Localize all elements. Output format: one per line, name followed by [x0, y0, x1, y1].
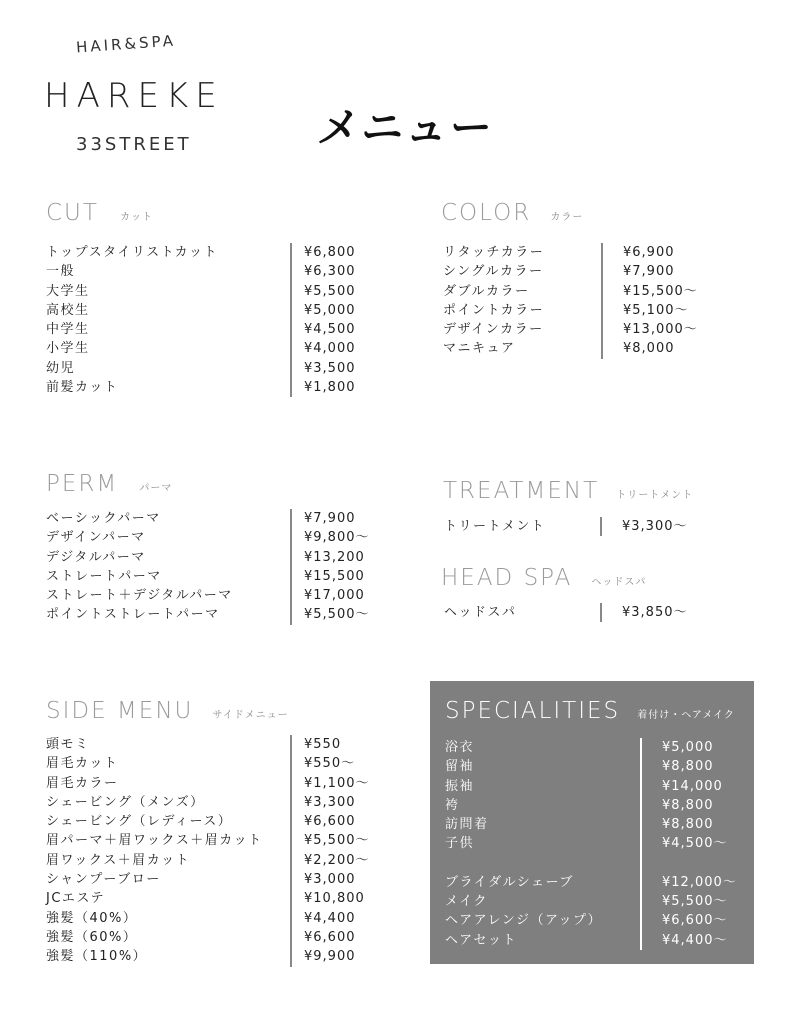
- menu-item-price: ¥4,500〜: [662, 836, 728, 852]
- side-menu-title: SIDE MENU: [46, 698, 194, 724]
- specialities-panel: [430, 681, 754, 964]
- menu-item-name: ストレートパーマ: [46, 568, 162, 584]
- cut-list: [46, 243, 356, 397]
- menu-item-price: ¥1,800: [304, 380, 356, 396]
- treatment-names: [444, 517, 600, 536]
- cut-subtitle: カット: [120, 212, 153, 223]
- menu-item-price: ¥3,300: [304, 794, 356, 810]
- cut-prices: [304, 243, 356, 397]
- menu-item-name: 前髪カット: [46, 380, 119, 396]
- headspa-subtitle: ヘッドスパ: [591, 577, 647, 588]
- menu-item-price: ¥550〜: [304, 756, 356, 772]
- menu-item-name: シェービング（レディース）: [46, 814, 233, 830]
- side-menu-header: [46, 698, 289, 724]
- perm-title: PERM: [46, 471, 119, 497]
- menu-item-name: 一般: [46, 264, 76, 280]
- menu-item-price: ¥5,100〜: [623, 302, 689, 318]
- menu-item-price: ¥9,800〜: [304, 530, 370, 546]
- menu-item-name: 留袖: [445, 759, 475, 775]
- menu-item-price: ¥8,800: [662, 759, 714, 775]
- menu-item-price: ¥5,500〜: [662, 894, 728, 910]
- menu-item-price: ¥15,500: [304, 568, 365, 584]
- divider: [290, 243, 292, 397]
- menu-item-name: 大学生: [46, 283, 90, 299]
- menu-item-price: ¥17,000: [304, 588, 365, 604]
- menu-item-price: ¥2,200〜: [304, 852, 370, 868]
- menu-item-name: 眉毛カット: [46, 756, 119, 772]
- menu-item-name: デジタルパーマ: [46, 549, 146, 565]
- menu-item-price: ¥5,500〜: [304, 607, 370, 623]
- menu-item-name: 強髪（40%）: [46, 910, 138, 926]
- menu-item-price: ¥5,500: [304, 283, 356, 299]
- menu-item-price: ¥4,400〜: [662, 932, 728, 948]
- menu-item-name: 高校生: [46, 302, 90, 318]
- menu-item-name: ポイントストレートパーマ: [46, 607, 220, 623]
- specialities-names: [445, 738, 640, 950]
- treatment-subtitle: トリートメント: [616, 490, 694, 501]
- menu-item-price: ¥5,000: [304, 302, 356, 318]
- menu-item-price: ¥3,300〜: [622, 519, 688, 534]
- treatment-list: [444, 517, 688, 536]
- headspa-names: [444, 603, 600, 622]
- menu-item-name: メイク: [445, 894, 488, 910]
- specialities-list: [445, 738, 737, 950]
- menu-item-name: シェービング（メンズ）: [46, 794, 205, 810]
- perm-names: [46, 509, 290, 625]
- cut-title: CUT: [46, 200, 99, 226]
- menu-item-price: ¥1,100〜: [304, 775, 370, 791]
- headspa-list: [444, 603, 688, 622]
- menu-item-price: ¥8,800: [662, 817, 714, 833]
- menu-item-price: ¥8,800: [662, 797, 714, 813]
- menu-item-price: ¥12,000〜: [662, 874, 737, 890]
- perm-header: [46, 471, 172, 497]
- menu-item-price: ¥5,500〜: [304, 833, 370, 849]
- color-subtitle: カラー: [550, 212, 584, 223]
- menu-item-price: ¥9,900: [304, 949, 356, 965]
- menu-item-price: ¥4,400: [304, 910, 356, 926]
- treatment-header: [443, 478, 693, 504]
- side-menu-names: [46, 735, 290, 967]
- menu-item-name: ヘッドスパ: [444, 605, 517, 620]
- divider: [601, 243, 603, 359]
- menu-item-name: トリートメント: [444, 519, 546, 534]
- divider: [290, 509, 292, 625]
- menu-item-name: ヘアアレンジ（アップ）: [445, 913, 603, 929]
- headspa-header: [441, 565, 646, 591]
- menu-item-name: デザインカラー: [443, 322, 544, 338]
- menu-item-name: 中学生: [46, 322, 90, 338]
- menu-item-name: 訪問着: [445, 817, 489, 833]
- divider: [290, 735, 292, 967]
- divider: [640, 738, 642, 950]
- menu-item-name: 袴: [445, 797, 460, 813]
- menu-item-name: 小学生: [46, 341, 90, 357]
- menu-item-name: ブライダルシェーブ: [445, 874, 574, 890]
- menu-item-name: リタッチカラー: [443, 245, 545, 260]
- menu-item-name: 幼児: [46, 360, 76, 376]
- menu-item-price: ¥7,900: [623, 264, 675, 280]
- perm-list: [46, 509, 370, 625]
- side-menu-subtitle: サイドメニュー: [212, 710, 289, 721]
- color-names: [443, 243, 601, 359]
- menu-item-price: ¥13,000〜: [623, 322, 698, 338]
- menu-item-price: ¥6,600〜: [662, 913, 728, 929]
- divider: [600, 603, 602, 622]
- menu-item-name: ダブルカラー: [443, 283, 530, 299]
- logo-tagline: HAIR&SPA: [75, 31, 177, 57]
- side-menu-list: [46, 735, 370, 967]
- logo-street: 33STREET: [76, 134, 192, 155]
- menu-item-price: ¥3,500: [304, 360, 356, 376]
- color-prices: [623, 243, 698, 359]
- headspa-prices: [622, 603, 688, 622]
- perm-subtitle: パーマ: [139, 483, 173, 494]
- menu-item-name: 浴衣: [445, 740, 475, 755]
- menu-item-price: ¥7,900: [304, 511, 356, 526]
- headspa-title: HEAD SPA: [441, 565, 573, 591]
- menu-item-name: ポイントカラー: [443, 302, 545, 318]
- logo: [44, 30, 240, 160]
- menu-item-name: JCエステ: [46, 891, 106, 907]
- page-title: メニュー: [315, 103, 497, 152]
- menu-item-price: ¥3,850〜: [622, 605, 688, 620]
- menu-item-name: 眉毛カラー: [46, 775, 119, 791]
- menu-item-price: ¥15,500〜: [623, 283, 698, 299]
- menu-item-price: ¥4,500: [304, 322, 356, 338]
- menu-item-name: デザインパーマ: [46, 530, 146, 546]
- treatment-prices: [622, 517, 688, 536]
- treatment-title: TREATMENT: [443, 478, 600, 504]
- menu-item-name: 子供: [445, 836, 475, 852]
- cut-names: [46, 243, 290, 397]
- specialities-prices: [662, 738, 737, 950]
- menu-item-name: シャンプーブロー: [46, 872, 161, 888]
- menu-item-price: ¥6,300: [304, 264, 356, 280]
- menu-item-price: ¥14,000: [662, 778, 723, 794]
- menu-item-name: 強髪（60%）: [46, 929, 138, 945]
- cut-header: [46, 200, 153, 226]
- divider: [600, 517, 602, 536]
- menu-item-name: ストレート＋デジタルパーマ: [46, 588, 233, 604]
- menu-item-price: ¥10,800: [304, 891, 365, 907]
- menu-item-name: 眉ワックス＋眉カット: [46, 852, 191, 868]
- menu-item-name: マニキュア: [443, 341, 516, 357]
- menu-item-price: ¥13,200: [304, 549, 365, 565]
- menu-item-price: ¥5,000: [662, 740, 714, 755]
- specialities-title: SPECIALITIES: [445, 698, 621, 724]
- menu-item-name: シングルカラー: [443, 264, 544, 280]
- menu-item-name: ベーシックパーマ: [46, 511, 161, 526]
- menu-item-name: 振袖: [445, 778, 475, 794]
- menu-item-name: 眉パーマ＋眉ワックス＋眉カット: [46, 833, 263, 849]
- menu-item-price: ¥6,600: [304, 929, 356, 945]
- color-title: COLOR: [441, 200, 532, 226]
- menu-item-price: ¥8,000: [623, 341, 675, 357]
- menu-item-price: ¥550: [304, 737, 342, 752]
- logo-brand: HAREKE: [44, 76, 224, 116]
- side-menu-prices: [304, 735, 370, 967]
- menu-item-name: 強髪（110%）: [46, 949, 148, 965]
- color-list: [443, 243, 698, 359]
- menu-item-price: ¥6,800: [304, 245, 356, 260]
- perm-prices: [304, 509, 370, 625]
- menu-item-price: ¥6,600: [304, 814, 356, 830]
- color-header: [441, 200, 583, 226]
- menu-item-price: ¥3,000: [304, 872, 356, 888]
- menu-item-name: トップスタイリストカット: [46, 245, 219, 260]
- menu-item-price: ¥4,000: [304, 341, 356, 357]
- menu-item-name: ヘアセット: [445, 932, 517, 948]
- specialities-header: [445, 698, 735, 724]
- menu-item-name: 頭モミ: [46, 737, 90, 752]
- specialities-subtitle: 着付け・ヘアメイク: [637, 710, 735, 721]
- menu-item-price: ¥6,900: [623, 245, 675, 260]
